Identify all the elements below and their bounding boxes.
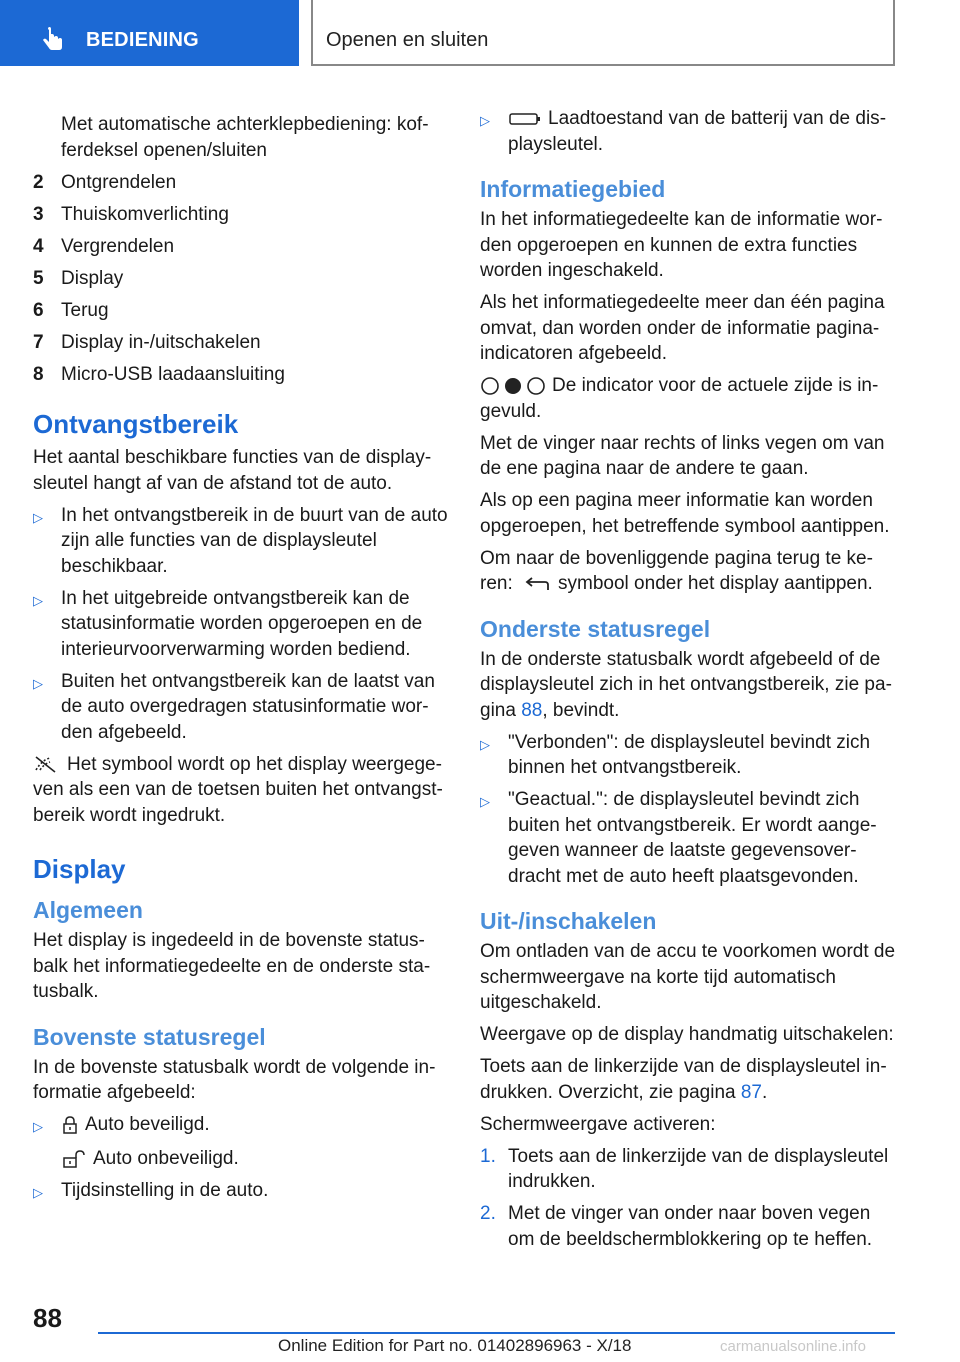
triangle-bullet-icon: ▷ bbox=[480, 736, 490, 752]
list-item: Met automatische achterklepbediening: kofferdeksel openen/sluiten bbox=[61, 114, 429, 161]
no-signal-icon bbox=[33, 755, 61, 773]
heading-bovenste-statusregel: Bovenste statusregel bbox=[33, 1023, 266, 1050]
page-number: 88 bbox=[33, 1303, 62, 1333]
bullet-item: ▷ Tijdsinstelling in de auto. bbox=[33, 1178, 451, 1206]
left-column bbox=[33, 112, 451, 1212]
bullet-item: ▷ Laadtoestand van de batterij van de displaysleutel. bbox=[480, 106, 898, 157]
triangle-bullet-icon: ▷ bbox=[33, 1119, 43, 1134]
paragraph: Het display is ingedeeld in de bovenste statusbalk het informatiegedeelte en de onderste statusbalk. bbox=[33, 930, 431, 1002]
bullet-item: ▷ "Verbonden": de displaysleutel bevindt zich binnen het ontvangstbereik. bbox=[480, 730, 898, 781]
page-link[interactable]: 88 bbox=[521, 699, 543, 721]
triangle-bullet-icon: ▷ bbox=[33, 592, 43, 608]
heading-ontvangstbereik: Ontvangstbereik bbox=[33, 409, 239, 439]
paragraph: In de bovenste statusbalk wordt de volgende informatie afgebeeld: bbox=[33, 1056, 436, 1103]
bullet-item: ▷ Auto beveiligd. bbox=[33, 1112, 451, 1140]
bullet-item: ▷ "Geactual.": de displaysleutel bevindt zich buiten het ontvangstbereik. Er wordt aangegeven wanneer de laatste gegevensoverdracht met de auto heeft plaatsgevonden. bbox=[480, 787, 898, 889]
section-label: BEDIENING bbox=[86, 29, 199, 51]
paragraph: Om ontladen van de accu te voorkomen wordt de schermweergave na korte tijd automatisch uitgeschakeld. bbox=[480, 941, 896, 1013]
heading-algemeen: Algemeen bbox=[33, 897, 143, 923]
chapter-title: Openen en sluiten bbox=[326, 29, 489, 51]
battery-icon bbox=[508, 111, 542, 127]
list-item: 6 Terug bbox=[33, 299, 109, 321]
list-item: 7 Display in-/uitschakelen bbox=[33, 331, 261, 353]
paragraph: Als het informatiegedeelte meer dan één pagina omvat, dan worden onder de informatie pagina-indicatoren afgebeeld. bbox=[480, 292, 885, 364]
paragraph: Om naar de bovenliggende pagina terug te keren: symbool onder het display aantippen. bbox=[480, 547, 873, 594]
list-item: 5 Display bbox=[33, 267, 124, 289]
step-item: 1. Toets aan de linkerzijde van de displaysleutel indrukken. bbox=[480, 1145, 889, 1192]
page-indicator-icon bbox=[480, 376, 546, 396]
paragraph: Met de vinger naar rechts of links vegen om van de ene pagina naar de andere te gaan. bbox=[480, 432, 885, 479]
paragraph: Als op een pagina meer informatie kan worden opgeroepen, het betreffende symbool aantippen. bbox=[480, 490, 890, 537]
edition-text: Online Edition for Part no. 01402896963 - X/18 bbox=[278, 1336, 632, 1355]
watermark: carmanualsonline.info bbox=[720, 1338, 866, 1355]
paragraph: Het aantal beschikbare functies van de displaysleutel hangt af van de afstand tot de auto. bbox=[33, 447, 432, 494]
paragraph: Weergave op de display handmatig uitschakelen: bbox=[480, 1024, 894, 1045]
paragraph: In de onderste statusbalk wordt afgebeeld of de displaysleutel zich in het ontvangstbereik, zie pagina 88, bevindt. bbox=[480, 648, 892, 721]
triangle-bullet-icon: ▷ bbox=[33, 1185, 43, 1200]
triangle-bullet-icon: ▷ bbox=[33, 675, 43, 691]
hand-pointer-icon bbox=[40, 27, 66, 53]
heading-onderste-statusregel: Onderste statusregel bbox=[480, 615, 711, 642]
bullet-item: Auto onbeveiligd. bbox=[33, 1146, 451, 1172]
triangle-bullet-icon: ▷ bbox=[33, 509, 43, 525]
heading-informatiegebied: Informatiegebied bbox=[480, 176, 666, 202]
lock-open-icon bbox=[61, 1149, 87, 1169]
step-item: 2. Met de vinger van onder naar boven vegen om de beeldschermblokkering op te heffen. bbox=[480, 1203, 873, 1250]
paragraph: Schermweergave activeren: bbox=[480, 1113, 716, 1135]
heading-uit-inschakelen: Uit-/inschakelen bbox=[480, 908, 657, 934]
list-item: 4 Vergrendelen bbox=[33, 235, 175, 257]
list-item: 2 Ontgrendelen bbox=[33, 171, 177, 193]
paragraph: In het informatiegedeelte kan de informatie worden opgeroepen en kunnen de extra functies worden ingeschakeld. bbox=[480, 209, 883, 281]
bullet-item: ▷ In het ontvangstbereik in de buurt van de auto zijn alle functies van de displaysleutel beschikbaar. bbox=[33, 503, 451, 580]
lock-closed-icon bbox=[61, 1115, 79, 1135]
bullet-item: ▷ Buiten het ontvangstbereik kan de laatst van de auto overgedragen statusinformatie worden afgebeeld. bbox=[33, 669, 451, 746]
right-column bbox=[480, 106, 898, 1259]
paragraph: De indicator voor de actuele zijde is ingevuld. bbox=[480, 375, 879, 422]
paragraph: Het symbool wordt op het display weergegeven als een van de toetsen buiten het ontvangstbereik wordt ingedrukt. bbox=[33, 753, 443, 826]
paragraph: Toets aan de linkerzijde van de displaysleutel indrukken. Overzicht, zie pagina 87. bbox=[480, 1056, 887, 1103]
list-item: 8 Micro-USB laadaansluiting bbox=[33, 363, 285, 385]
chapter-header bbox=[311, 0, 895, 66]
list-item: 3 Thuiskomverlichting bbox=[33, 203, 229, 225]
triangle-bullet-icon: ▷ bbox=[480, 113, 490, 128]
bullet-item: ▷ In het uitgebreide ontvangstbereik kan de statusinformatie worden opgeroepen en de interieurvoorverwarming worden bediend. bbox=[33, 586, 451, 663]
page-link[interactable]: 87 bbox=[740, 1081, 762, 1103]
back-arrow-icon bbox=[524, 575, 552, 593]
section-tab[interactable] bbox=[0, 0, 299, 66]
triangle-bullet-icon: ▷ bbox=[480, 794, 490, 809]
heading-display: Display bbox=[33, 854, 126, 884]
footer-divider bbox=[98, 1332, 895, 1334]
